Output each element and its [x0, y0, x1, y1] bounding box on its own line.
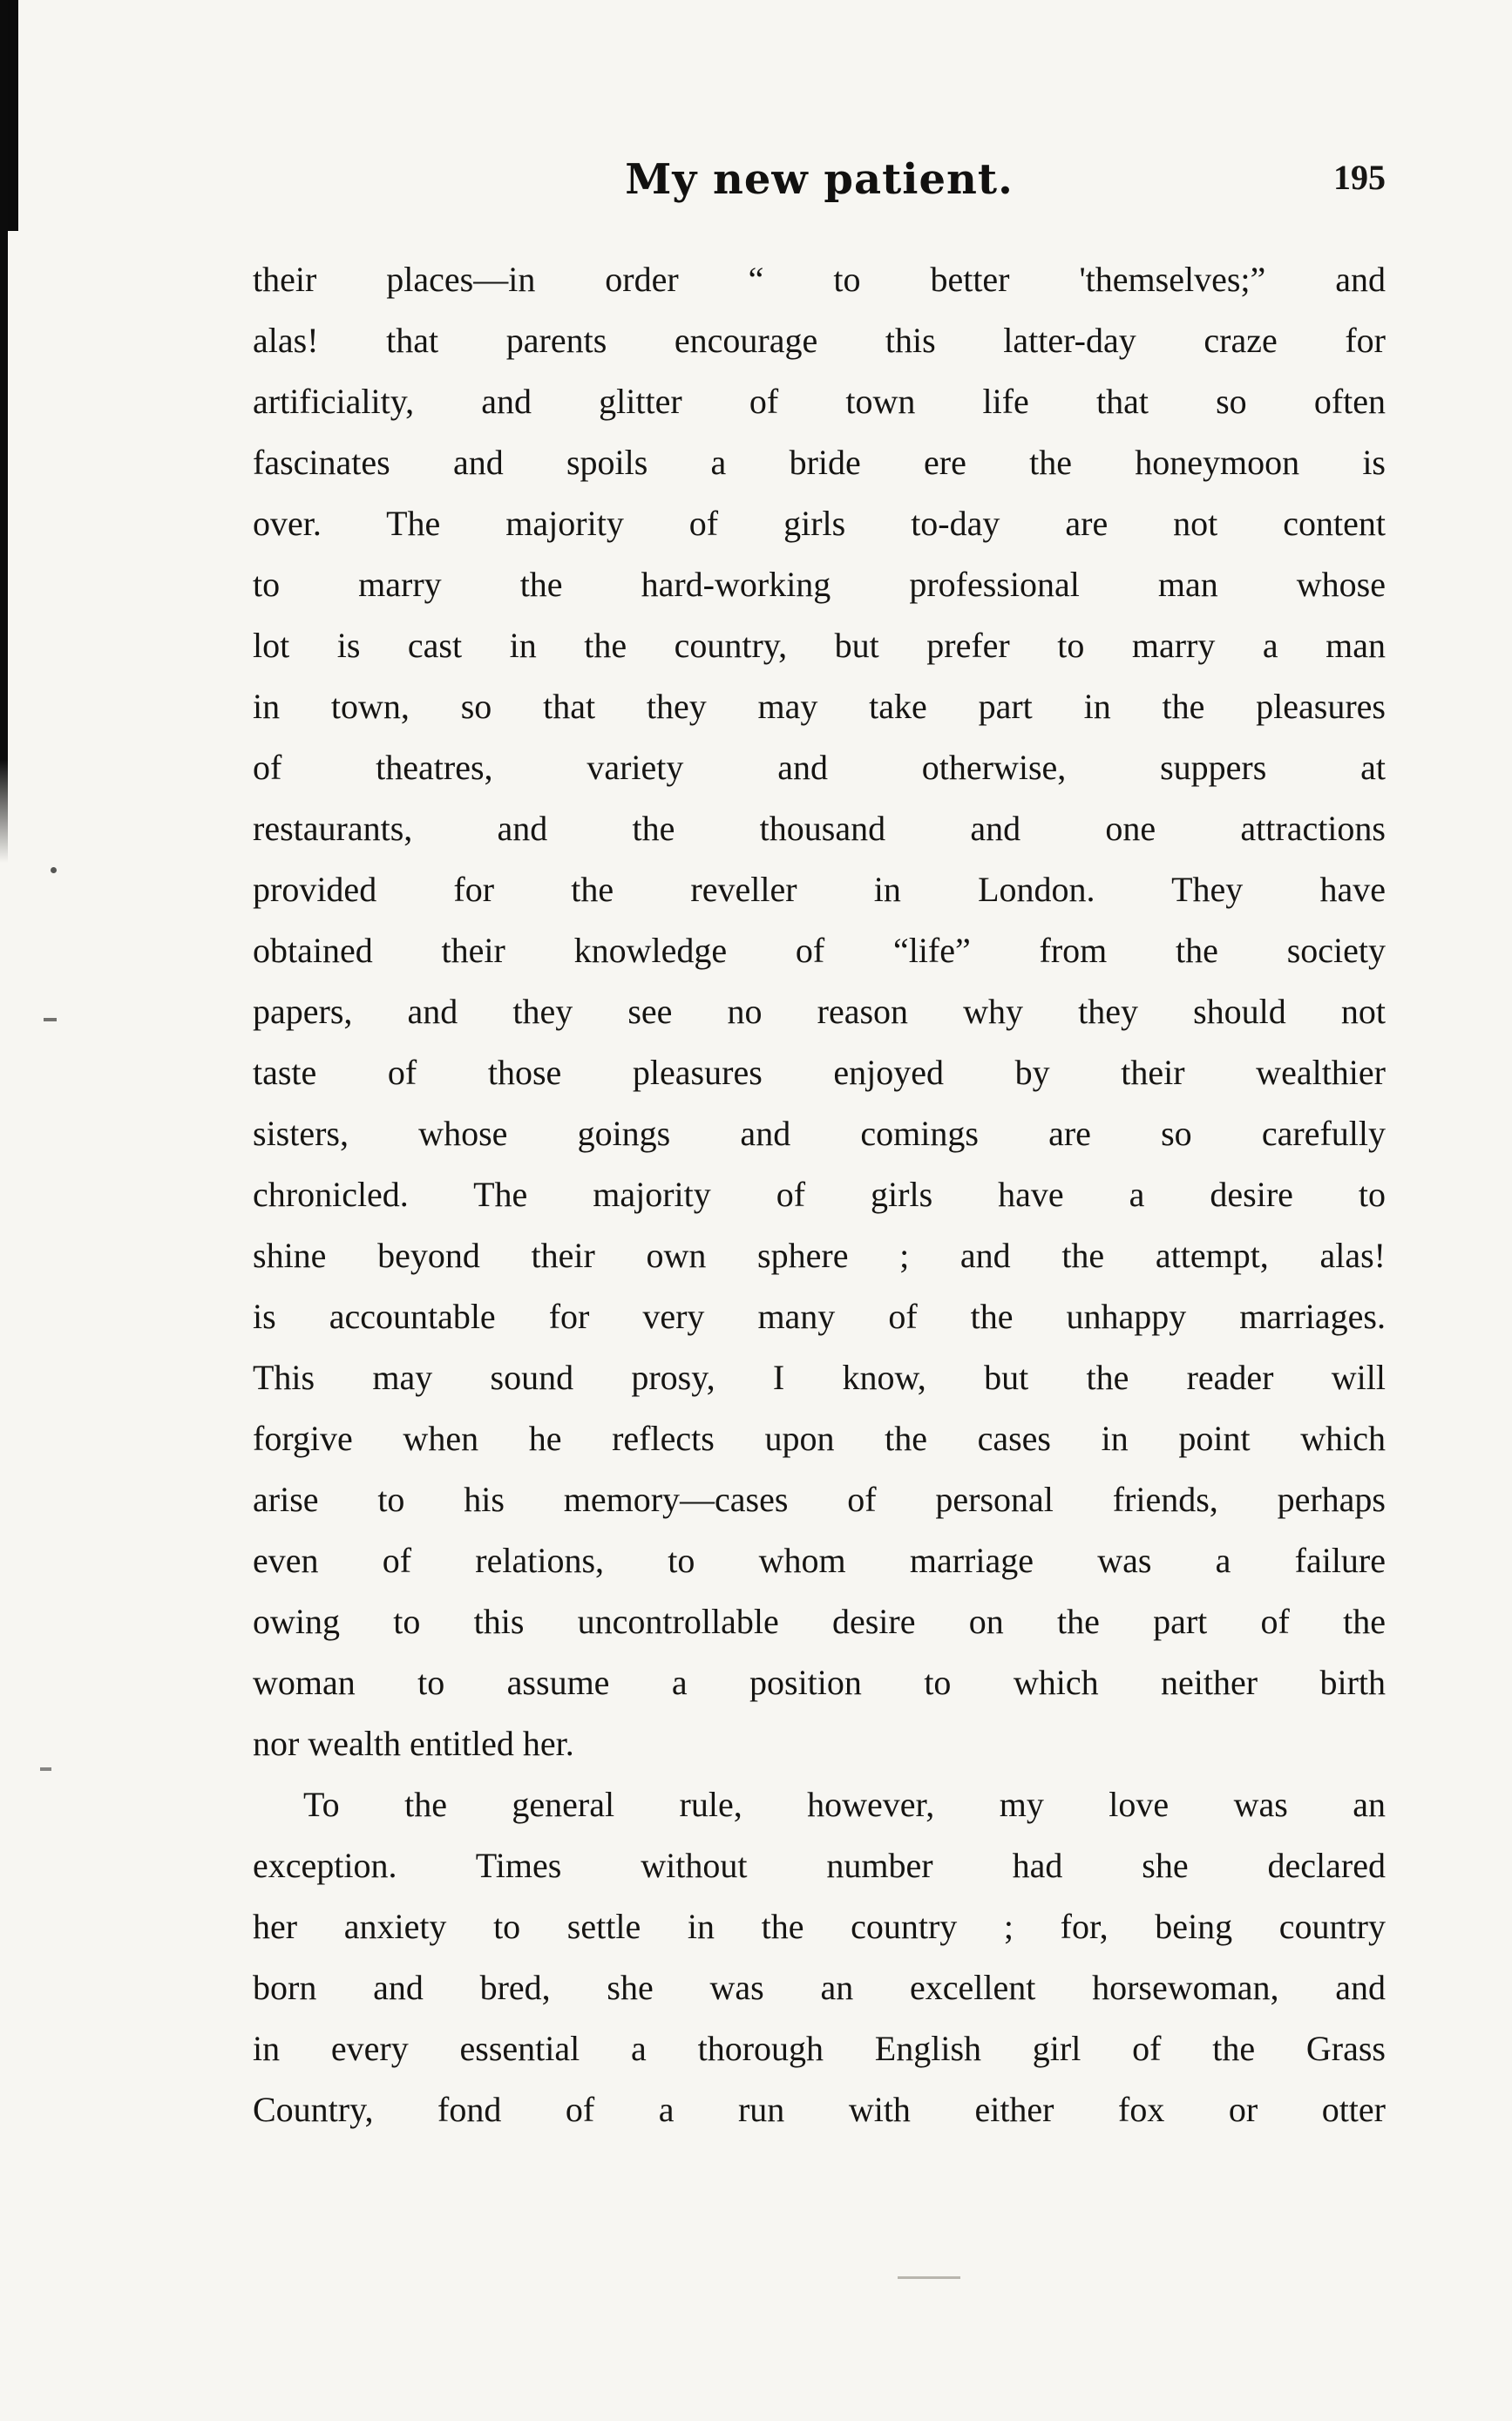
body-text	[253, 249, 1386, 2140]
scan-speck-dash	[40, 1767, 51, 1771]
page-number: 195	[1333, 158, 1386, 197]
text-line: taste of those pleasures enjoyed by their wealthier	[253, 1053, 1386, 1092]
text-line: fascinates and spoils a bride ere the honeymoon is	[253, 443, 1386, 482]
text-line: nor wealth entitled her.	[253, 1724, 574, 1763]
text-line: obtained their knowledge of “life” from the society	[253, 931, 1386, 970]
text-line: woman to assume a position to which neither birth	[253, 1663, 1386, 1702]
text-line: her anxiety to settle in the country ; for, being country	[253, 1907, 1386, 1946]
text-line: alas! that parents encourage this latter-day craze for	[253, 321, 1386, 360]
text-line: their places—in order “ to better 'themselves;” and	[253, 260, 1386, 299]
text-line: even of relations, to whom marriage was a failure	[253, 1541, 1386, 1580]
text-line: sisters, whose goings and comings are so carefully	[253, 1114, 1386, 1153]
scan-speck-dash	[44, 1018, 57, 1021]
text-line: is accountable for very many of the unhappy marriages.	[253, 1297, 1386, 1336]
text-line: Country, fond of a run with either fox or otter	[253, 2090, 1386, 2129]
text-line: in every essential a thorough English girl of the Grass	[253, 2029, 1386, 2068]
text-line: of theatres, variety and otherwise, suppers at	[253, 748, 1386, 787]
text-line: lot is cast in the country, but prefer to marry a man	[253, 626, 1386, 665]
running-title: My new patient.	[625, 155, 1014, 204]
text-line: over. The majority of girls to-day are not content	[253, 504, 1386, 543]
scan-artifact-bottom-mark	[898, 2276, 960, 2279]
text-line: owing to this uncontrollable desire on the part of the	[253, 1602, 1386, 1641]
scan-speck-dot	[51, 867, 57, 873]
text-line: restaurants, and the thousand and one attractions	[253, 809, 1386, 848]
text-line: shine beyond their own sphere ; and the attempt, alas!	[253, 1236, 1386, 1275]
text-line: in town, so that they may take part in the pleasures	[253, 687, 1386, 726]
text-line: This may sound prosy, I know, but the reader will	[253, 1358, 1386, 1397]
text-line: papers, and they see no reason why they should not	[253, 992, 1386, 1031]
text-line: exception. Times without number had she declared	[253, 1846, 1386, 1885]
text-line: provided for the reveller in London. They have	[253, 870, 1386, 909]
text-line: born and bred, she was an excellent horsewoman, and	[253, 1968, 1386, 2007]
text-line: to marry the hard-working professional man whose	[253, 565, 1386, 604]
scan-artifact-left-bar-thin	[0, 0, 8, 863]
text-line: artificiality, and glitter of town life that so often	[253, 382, 1386, 421]
running-header	[253, 155, 1386, 216]
text-line: To the general rule, however, my love was an	[303, 1785, 1386, 1824]
text-line: chronicled. The majority of girls have a desire to	[253, 1175, 1386, 1214]
text-line: forgive when he reflects upon the cases in point which	[253, 1419, 1386, 1458]
text-line: arise to his memory—cases of personal friends, perhaps	[253, 1480, 1386, 1519]
